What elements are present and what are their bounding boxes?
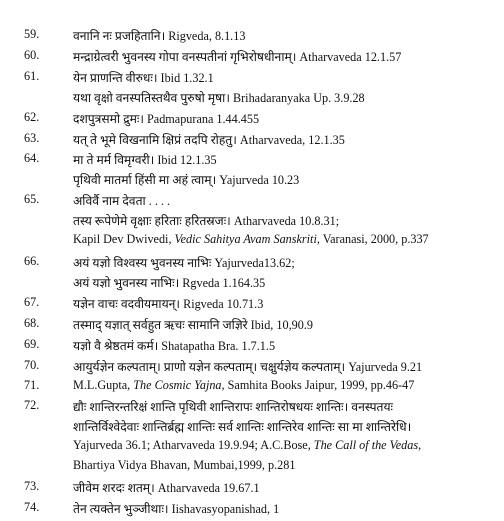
- footnote-line: तेन त्यक्तेन भुञ्जीथाः। Iishavasyopanishad, 1: [73, 502, 280, 516]
- footnote-line: यज्ञेन वाचः वदवीयमायन्। Rigveda 10.71.3: [73, 297, 264, 311]
- footnote-line: अयं यज्ञो विश्वस्य भुवनस्य नाभिः Yajurveda13.62;: [73, 256, 295, 270]
- footnote-line: दशपुत्रसमो द्रुमः। Padmapurana 1.44.455: [73, 112, 260, 126]
- footnote-number: 68.: [24, 316, 40, 330]
- footnote-line: वनानि नः प्रजहितानि। Rigveda, 8.1.13: [73, 29, 246, 43]
- footnote-number: 65.: [24, 192, 40, 206]
- book-title: Vedic Sahitya Avam Sanskriti: [174, 232, 317, 246]
- footnote-line: अयं यज्ञो भुवनस्य नाभिः। Rgveda 1.164.35: [73, 276, 266, 290]
- footnote-line: Kapil Dev Dwivedi, Vedic Sahitya Avam Sanskriti, Varanasi, 2000, p.337: [73, 232, 429, 246]
- footnote-number: 69.: [24, 337, 40, 351]
- book-title: The Cosmic Yajna: [133, 378, 222, 392]
- footnote-line: तस्य रूपेणेमे वृक्षाः हरिताः हरितस्रजः। Atharvaveda 10.8.31;: [73, 214, 340, 228]
- footnote-line: मन्द्राग्रेत्वरी भुवनस्य गोपा वनस्पतीनां गृभिरोषधीनाम्। Atharvaveda 12.1.57: [73, 50, 402, 64]
- footnote-line: M.L.Gupta, The Cosmic Yajna, Samhita Books Jaipur, 1999, pp.46-47: [73, 378, 415, 392]
- footnote-number: 72.: [24, 398, 40, 412]
- footnote-line: येन प्राणन्ति वीरुधः। Ibid 1.32.1: [73, 71, 214, 85]
- footnote-line: तस्माद् यज्ञात् सर्वहुत ऋचः सामानि जज्ञिरे Ibid, 10,90.9: [73, 318, 313, 332]
- footnote-number: 60.: [24, 48, 40, 62]
- footnote-line: शान्तिर्विश्वेदेवाः शान्तिर्ब्रह्म शान्तिः सर्व शान्तिः शान्तिरेव शान्तिः सा मा शान्तिरेधि।: [73, 420, 412, 434]
- footnote-number: 70.: [24, 358, 40, 372]
- footnote-line: मा ते मर्म विमृग्वरी। Ibid 12.1.35: [73, 153, 217, 167]
- footnote-number: 73.: [24, 479, 40, 493]
- footnote-line: जीवेम शरदः शतम्। Atharvaveda 19.67.1: [73, 481, 260, 495]
- footnote-number: 61.: [24, 69, 40, 83]
- footnote-line: पृथिवी मातर्मा हिंसी मा अहं त्वाम्। Yajurveda 10.23: [73, 173, 300, 187]
- footnote-number: 64.: [24, 151, 40, 165]
- footnote-line: आयुर्यज्ञेन कल्पताम्। प्राणो यज्ञेन कल्पताम्। चक्षुर्यज्ञेय कल्पताम्। Yajurveda 9.21: [73, 360, 423, 374]
- footnote-number: 66.: [24, 254, 40, 268]
- footnote-number: 67.: [24, 295, 40, 309]
- footnote-number: 59.: [24, 27, 40, 41]
- footnote-number: 71.: [24, 378, 40, 392]
- footnote-line: यथा वृक्षो वनस्पतिस्तथैव पुरुषो मृषा। Brihadaranyaka Up. 3.9.28: [73, 91, 365, 105]
- footnote-line: अविर्वै नाम देवता . . . .: [73, 194, 171, 208]
- footnote-line: Yajurveda 36.1; Atharvaveda 19.9.94; A.C.Bose, The Call of the Vedas,: [73, 438, 422, 452]
- footnote-number: 74.: [24, 500, 40, 514]
- footnote-line: यज्ञो वै श्रेष्ठतमं कर्म। Shatapatha Bra. 1.7.1.5: [73, 339, 276, 353]
- footnote-number: 62.: [24, 110, 40, 124]
- footnote-line: द्यौः शान्तिरन्तरिक्षं शान्ति पृथिवी शान्तिरापः शान्तिरोषधयः शान्तिः। वनस्पतयः: [73, 400, 393, 414]
- footnote-number: 63.: [24, 131, 40, 145]
- footnote-line: यत् ते भूमे विखनामि क्षिप्रं तदपि रोहतु। Atharvaveda, 12.1.35: [73, 133, 345, 147]
- book-title: The Call of the Vedas: [313, 438, 419, 452]
- footnote-line: Bhartiya Vidya Bhavan, Mumbai,1999, p.281: [73, 458, 296, 472]
